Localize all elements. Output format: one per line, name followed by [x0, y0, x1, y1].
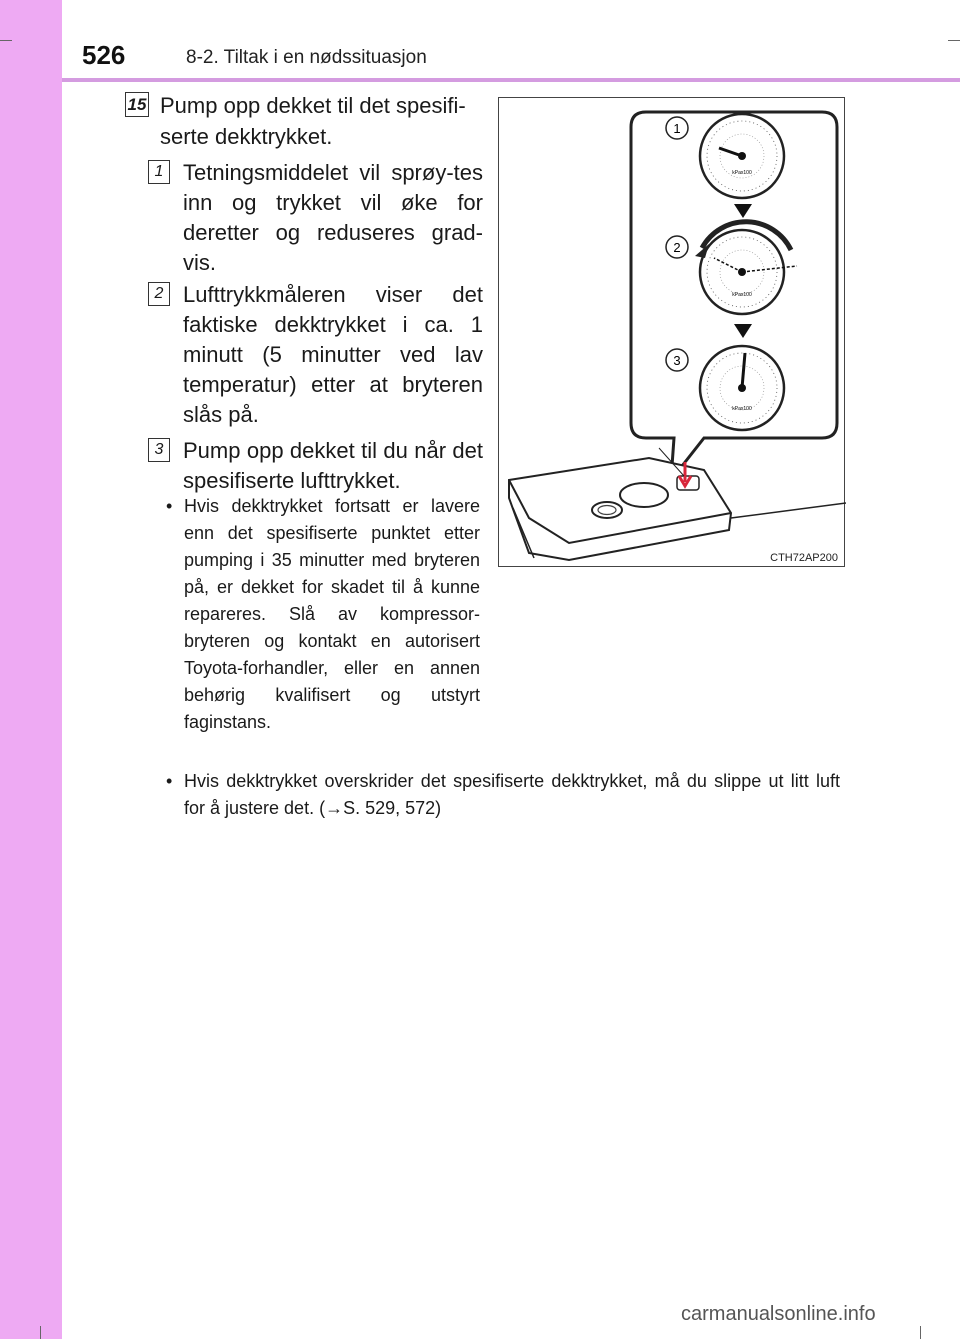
crop-mark [920, 1326, 921, 1339]
bullet-dot: • [166, 771, 173, 791]
gauge-unit-label: kPax100 [732, 406, 752, 412]
side-color-strip [0, 0, 62, 1339]
bullet-note-1 [166, 493, 480, 736]
crop-mark [948, 40, 960, 41]
crop-mark [0, 40, 12, 41]
figure-illustration [499, 98, 846, 568]
sub-item-1 [148, 158, 483, 278]
callout-1 [666, 117, 688, 139]
sub-item-number: 1 [148, 160, 170, 184]
gauge-unit-label: kPax100 [732, 292, 752, 298]
footer-watermark-url: carmanualsonline.info [681, 1303, 876, 1325]
bullet-note-2 [166, 768, 840, 822]
step-number-badge: 15 [125, 92, 149, 117]
pressure-gauge-icon [700, 346, 784, 430]
sub-item-3 [148, 436, 483, 496]
sub-item-2 [148, 280, 483, 430]
sub-item-number: 3 [148, 438, 170, 462]
sub-item-text: Lufttrykkmåleren viser det faktiske dekktrykket i ca. 1 minutt (5 minutter ved lav temperatur) etter at bryteren slås på. [183, 282, 483, 427]
header-rule [62, 78, 960, 82]
bullet-text: Hvis dekktrykket overskrider det spesifiserte dekktrykket, må du slippe ut litt luft for å justere det. (→S. 529, 572) [184, 771, 840, 818]
crop-mark [40, 1326, 41, 1339]
bullet-text: Hvis dekktrykket fortsatt er lavere enn det spesifiserte punktet etter pumping i 35 minutter med bryteren på, er dekket for skadet til å kunne repareres. Slå av kompressor-bryteren og kontakt en autorisert Toyota-forhandler, eller en annen behørig kvalifisert og utstyrt faginstans. [184, 496, 480, 732]
compressor-device-icon [509, 448, 846, 560]
figure-code: CTH72AP200 [770, 552, 838, 564]
callout-3 [666, 349, 688, 371]
compressor-gauge-figure [498, 97, 845, 567]
svg-text:2: 2 [673, 240, 681, 255]
svg-text:3: 3 [673, 353, 681, 368]
svg-text:1: 1 [673, 121, 681, 136]
sub-item-text: Tetningsmiddelet vil sprøy-tes inn og trykket vil øke for deretter og reduseres grad-vis. [183, 160, 483, 275]
step-instruction: Pump opp dekket til det spesifi-serte dekktrykket. [160, 93, 466, 149]
bullet-dot: • [166, 496, 173, 516]
section-title: 8-2. Tiltak i en nødssituasjon [186, 47, 427, 68]
page-number: 526 [82, 40, 126, 70]
pressure-gauge-icon [700, 114, 784, 198]
sub-item-text: Pump opp dekket til du når det spesifiserte lufttrykket. [183, 438, 483, 493]
gauge-unit-label: kPax100 [732, 170, 752, 176]
callout-2 [666, 236, 688, 258]
sub-item-number: 2 [148, 282, 170, 306]
